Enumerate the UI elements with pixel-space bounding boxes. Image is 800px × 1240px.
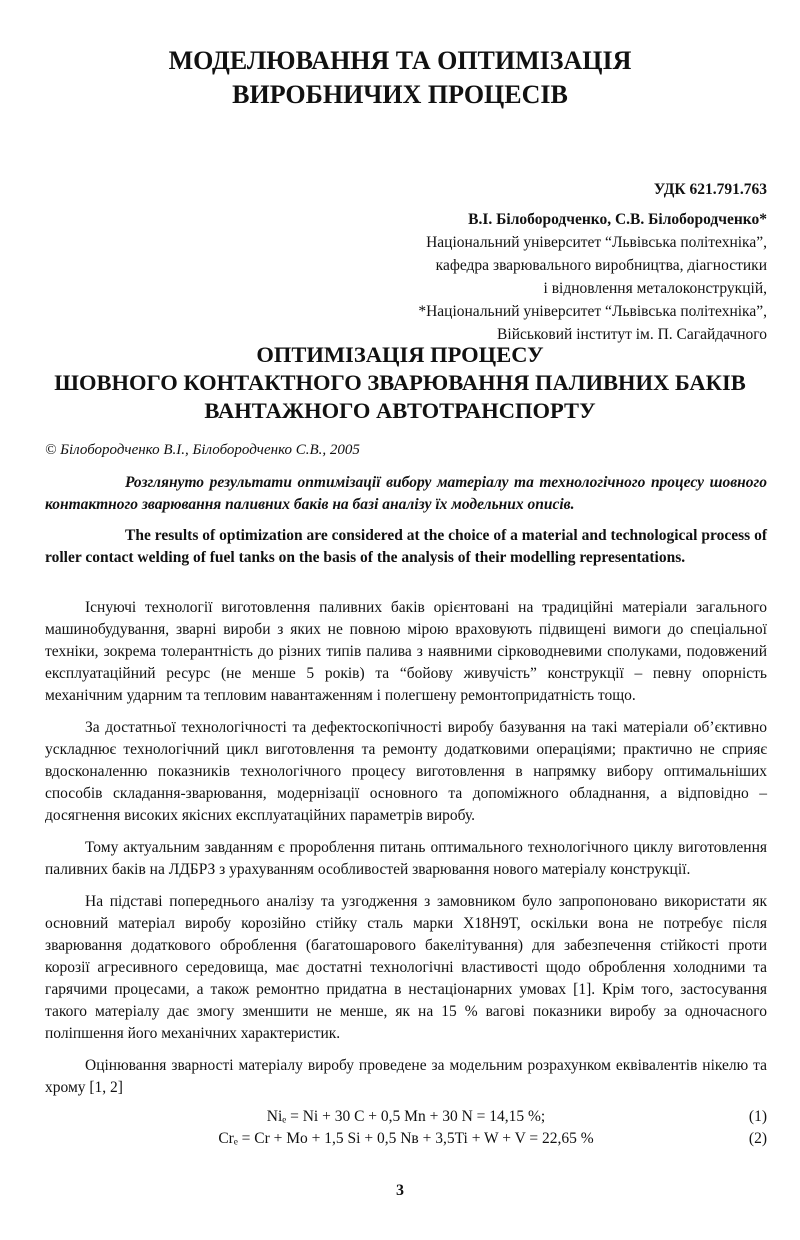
affiliation-line: Національний університет “Львівська політехніка”, xyxy=(426,234,767,251)
body-paragraph: За достатньої технологічності та дефектоскопічності виробу базування на такі матеріали об’єктивно ускладнює технологічний цикл виготовлення та ремонту додатковими операціями; практично не сприяє вдосконаленню показників технологічного процесу виготовлення в напрямку вибору оптимальніших способів складання-зварювання, модернізації основного та допоміжного обладнання, а відповідно – досягнення високих якісних експлуатаційних параметрів виробу. xyxy=(45,719,767,824)
abstract-english: The results of optimization are considered at the choice of a material and technological process of roller contact welding of fuel tanks on the basis of the analysis of their modelling representations. xyxy=(45,527,767,566)
affiliation-line: *Національний університет “Львівська політехніка”, xyxy=(418,303,767,320)
body-text xyxy=(45,597,767,1099)
authors: В.І. Білобородченко, С.В. Білобородченко* xyxy=(468,211,767,228)
formula-text: Crₑ = Cr + Mo + 1,5 Si + 0,5 Nв + 3,5Ti + W + V = 22,65 % xyxy=(218,1130,594,1147)
paper-title-line: ОПТИМІЗАЦІЯ ПРОЦЕСУ xyxy=(256,342,544,367)
section-title-line: МОДЕЛЮВАННЯ ТА ОПТИМІЗАЦІЯ xyxy=(168,46,632,75)
abstract-ukrainian: Розглянуто результати оптимізації вибору матеріалу та технологічного процесу шовного контактного зварювання паливних баків на базі аналізу їх модельних описів. xyxy=(45,474,767,513)
authors-block xyxy=(207,208,767,346)
section-title-line: ВИРОБНИЧИХ ПРОЦЕСІВ xyxy=(232,80,568,109)
body-paragraph: Оцінювання зварності матеріалу виробу проведене за модельним розрахунком еквівалентів нікелю та хрому [1, 2] xyxy=(45,1057,767,1096)
formula-number: (1) xyxy=(748,1108,767,1125)
affiliation-line: кафедра зварювального виробництва, діагностики xyxy=(435,257,767,274)
affiliation-line: і відновлення металоконструкцій, xyxy=(543,280,767,297)
formula-number: (2) xyxy=(748,1130,767,1147)
body-paragraph: На підставі попереднього аналізу та узгодження з замовником було запропоновано використати як основний матеріал виробу корозійно стійку сталь марки Х18Н9Т, оскільки вона не потребує після зварювання додаткового оброблення (багатошарового бакелітування) для забезпечення стійкості проти корозії агресивного середовища, має достатні технологічні властивості щодо оброблення холодними та гарячими процесами, а також ремонтно придатна в нестаціонарних умовах [1]. Крім того, застосування такого матеріалу дає змогу зменшити не менше, як на 15 % вагові показники виробу за одночасного поліпшення його механічних характеристик. xyxy=(45,893,767,1042)
udk-code: УДК 621.791.763 xyxy=(653,181,767,198)
formula-text: Niₑ = Ni + 30 C + 0,5 Mn + 30 N = 14,15 %; xyxy=(266,1108,546,1125)
affiliation-line: Військовий інститут ім. П. Сагайдачного xyxy=(497,326,767,343)
body-paragraph: Тому актуальним завданням є пророблення питань оптимального технологічного циклу виготовлення паливних баків на ЛДБРЗ з урахуванням особливостей зварювання нового матеріалу конструкції. xyxy=(45,839,767,878)
paper-title-line: ШОВНОГО КОНТАКТНОГО ЗВАРЮВАННЯ ПАЛИВНИХ БАКІВ xyxy=(54,370,746,395)
paper-title xyxy=(0,341,800,425)
section-title xyxy=(0,44,800,112)
paper-title-line: ВАНТАЖНОГО АВТОТРАНСПОРТУ xyxy=(204,398,596,423)
body-paragraph: Існуючі технології виготовлення паливних баків орієнтовані на традиційні матеріали загального машинобудування, зварні вироби з яких не повною мірою враховують підвищені вимоги до спеціальної техніки, зокрема толерантність до різних типів палива з наявними сірководневими сполуками, подовжений експлуатаційний ресурс (не менше 5 років) та “бойову живучість” конструкції – певну опорність механічним ударним та тепловим навантаженням і полегшену ремонтопридатність тощо. xyxy=(45,599,767,704)
page-number: 3 xyxy=(396,1182,404,1199)
copyright-notice: © Білобородченко В.І., Білобородченко С.В., 2005 xyxy=(45,442,360,458)
